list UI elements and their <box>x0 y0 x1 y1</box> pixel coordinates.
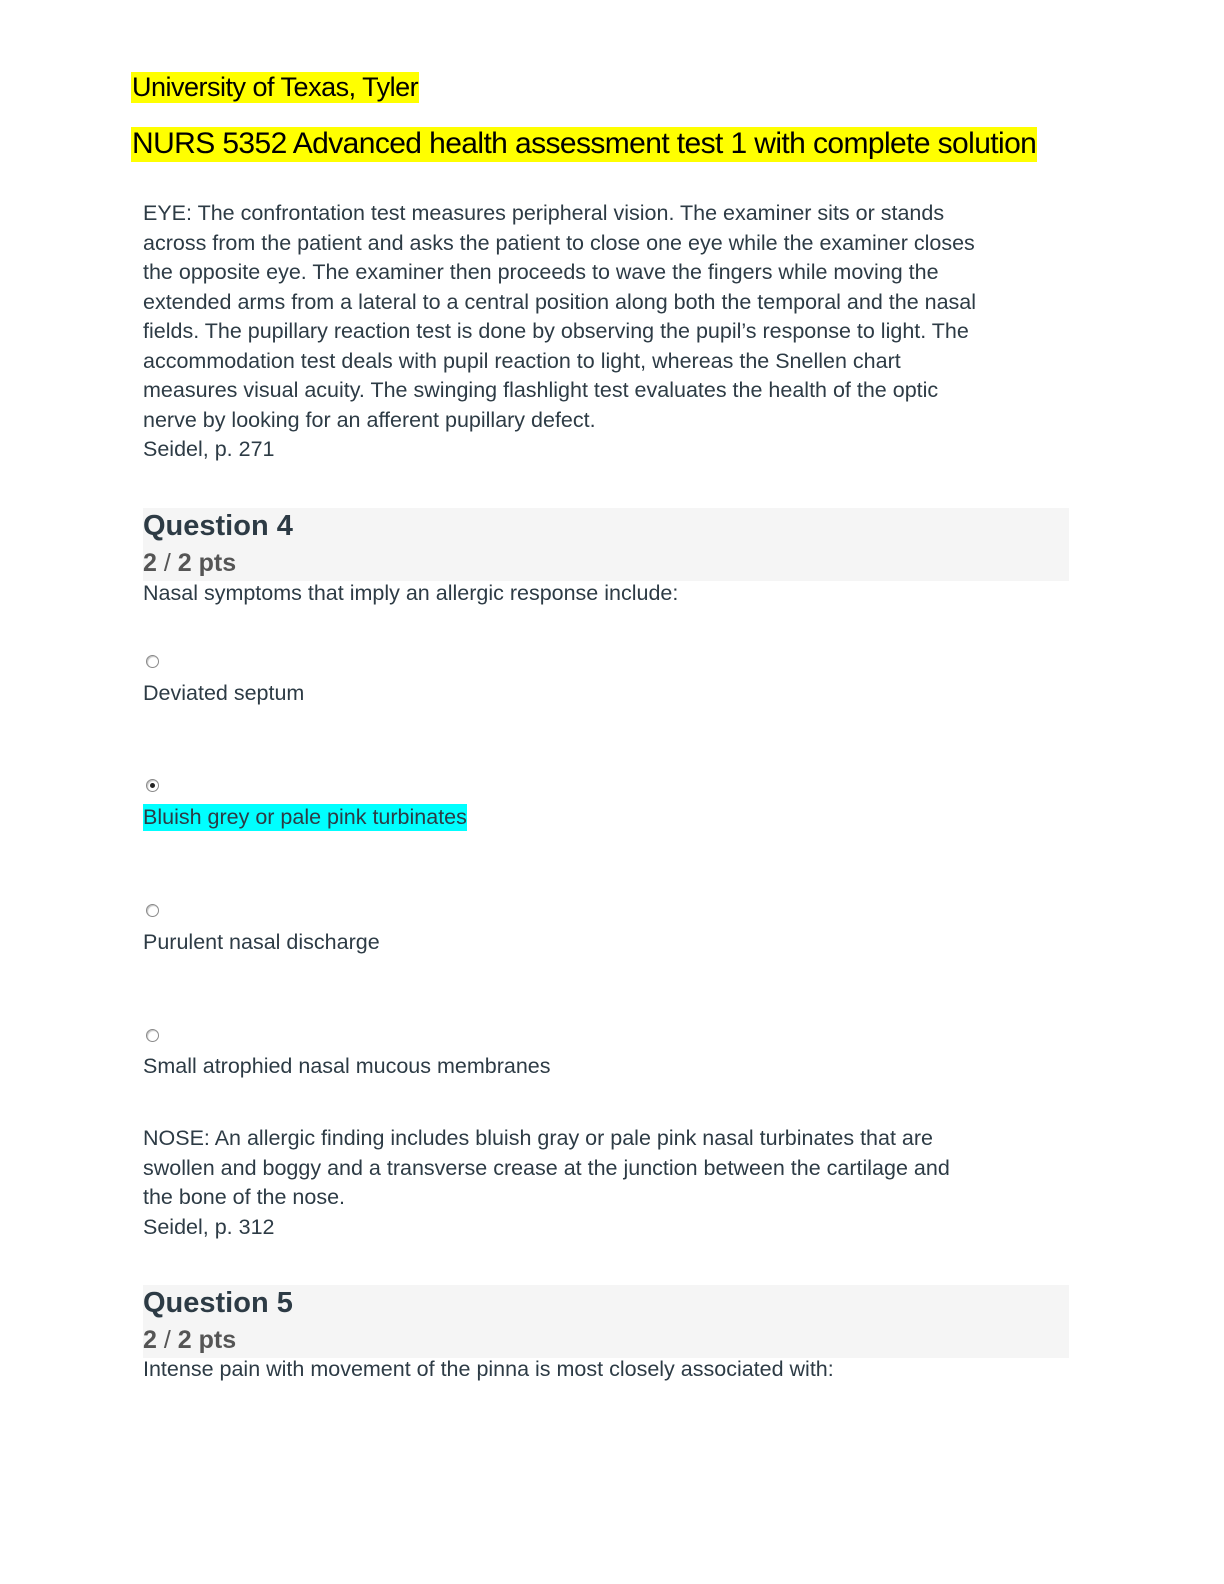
rationale-reference: Seidel, p. 271 <box>143 437 275 461</box>
rationale-line: measures visual acuity. The swinging flashlight test evaluates the health of the optic <box>143 378 939 402</box>
answer-option: Purulent nasal discharge <box>143 930 380 954</box>
question-4-score: 2 <box>143 549 157 577</box>
previous-rationale <box>143 199 1073 465</box>
school-name-text: University of Texas, Tyler <box>132 72 419 102</box>
question-5-title: Question 5 <box>143 1287 293 1319</box>
question-5-score: 2 <box>143 1326 157 1354</box>
rationale-reference: Seidel, p. 312 <box>143 1214 275 1239</box>
answer-radio[interactable] <box>146 904 159 917</box>
points-separator: / <box>163 549 171 577</box>
question-4-prompt: Nasal symptoms that imply an allergic response include: <box>143 581 679 605</box>
answer-option-correct: Bluish grey or pale pink turbinates <box>143 805 467 829</box>
rationale-line: across from the patient and asks the patient to close one eye while the examiner closes <box>143 230 975 255</box>
answer-radio[interactable] <box>146 1029 159 1042</box>
question-5-points <box>143 1326 236 1355</box>
document-title-text: NURS 5352 Advanced health assessment test 1 with complete solution <box>132 127 1037 160</box>
answer-radio-selected[interactable] <box>146 779 159 792</box>
points-separator: / <box>163 1326 171 1354</box>
answer-option: Small atrophied nasal mucous membranes <box>143 1054 551 1078</box>
rationale-line: swollen and boggy and a transverse crease at the junction between the cartilage and <box>143 1155 950 1180</box>
rationale-line: the bone of the nose. <box>143 1185 346 1209</box>
question-4-rationale <box>143 1124 1073 1242</box>
question-4-points <box>143 549 236 578</box>
rationale-line: extended arms from a lateral to a central position along both the temporal and the nasal <box>143 289 977 314</box>
question-5-total: 2 pts <box>177 1326 237 1354</box>
question-4-header <box>143 508 1069 581</box>
question-4-title: Question 4 <box>143 510 293 542</box>
question-5-header <box>143 1285 1069 1358</box>
answer-option: Deviated septum <box>143 681 305 705</box>
document-title <box>131 127 1037 162</box>
rationale-line: NOSE: An allergic finding includes bluish gray or pale pink nasal turbinates that are <box>143 1126 933 1150</box>
rationale-line: the opposite eye. The examiner then proceeds to wave the fingers while moving the <box>143 260 939 284</box>
question-4-total: 2 pts <box>177 549 237 577</box>
question-5-prompt: Intense pain with movement of the pinna is most closely associated with: <box>143 1357 834 1381</box>
rationale-line: accommodation test deals with pupil reaction to light, whereas the Snellen chart <box>143 348 901 373</box>
school-name <box>131 72 419 103</box>
rationale-line: nerve by looking for an afferent pupillary defect. <box>143 407 596 432</box>
rationale-line: EYE: The confrontation test measures peripheral vision. The examiner sits or stands <box>143 201 945 225</box>
rationale-line: fields. The pupillary reaction test is done by observing the pupil’s response to light. The <box>143 319 969 343</box>
answer-radio[interactable] <box>146 655 159 668</box>
